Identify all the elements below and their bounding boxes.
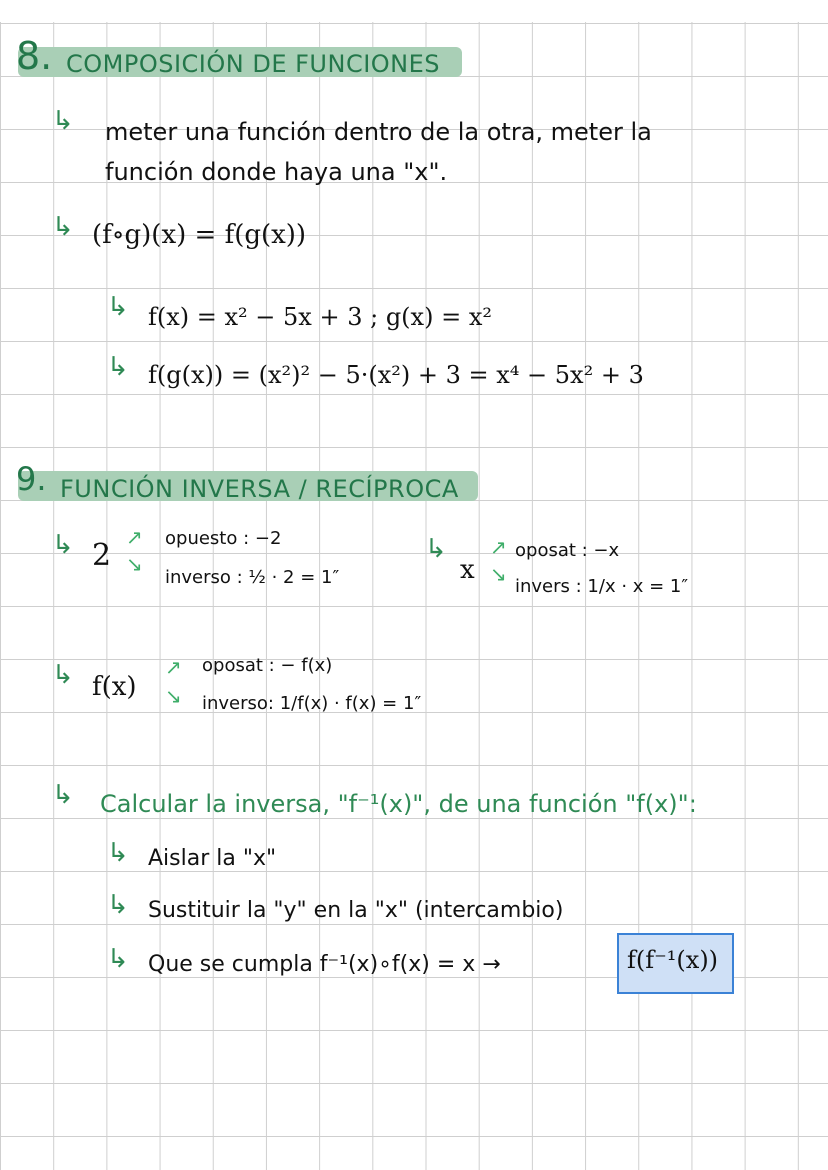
corner-arrow-icon: ↳ xyxy=(107,352,129,382)
section-number: 9. xyxy=(16,460,47,498)
opposite-text: opuesto : −2 xyxy=(165,528,282,549)
right-arrow-icon: ↘ xyxy=(165,684,182,708)
formula: f(g(x)) = (x²)² − 5·(x²) + 3 = x⁴ − 5x² + 3 xyxy=(148,361,644,389)
corner-arrow-icon: ↳ xyxy=(52,212,74,242)
opposite-text: oposat : −x xyxy=(515,540,620,561)
text-line: meter una función dentro de la otra, meter la xyxy=(105,118,652,146)
up-arrow-icon: ↗ xyxy=(126,525,143,549)
example-base: x xyxy=(460,555,475,585)
step-item: Sustituir la "y" en la "x" (intercambio) xyxy=(148,898,564,923)
page-top-margin xyxy=(0,0,828,22)
corner-arrow-icon: ↳ xyxy=(52,106,74,136)
calc-heading: Calcular la inversa, "f⁻¹(x)", de una función "f(x)": xyxy=(100,790,697,818)
example-base: f(x) xyxy=(92,672,137,702)
corner-arrow-icon: ↳ xyxy=(107,838,129,868)
right-arrow-icon: ↘ xyxy=(126,552,143,576)
inverse-text: inverso : ½ · 2 = 1″ xyxy=(165,567,340,588)
opposite-text: oposat : − f(x) xyxy=(202,655,333,676)
text-line: función donde haya una "x". xyxy=(105,158,448,186)
inverse-text: invers : 1/x · x = 1″ xyxy=(515,576,689,597)
example-base: 2 xyxy=(92,538,112,573)
section-title: COMPOSICIÓN DE FUNCIONES xyxy=(66,50,441,78)
corner-arrow-icon: ↳ xyxy=(107,890,129,920)
inverse-text: inverso: 1/f(x) · f(x) = 1″ xyxy=(202,693,422,714)
up-arrow-icon: ↗ xyxy=(490,535,507,559)
up-arrow-icon: ↗ xyxy=(165,655,182,679)
corner-arrow-icon: ↳ xyxy=(52,780,74,810)
corner-arrow-icon: ↳ xyxy=(107,292,129,322)
section-title: FUNCIÓN INVERSA / RECÍPROCA xyxy=(60,475,459,503)
section-number: 8. xyxy=(16,34,53,78)
step-item: Que se cumpla f⁻¹(x)∘f(x) = x → xyxy=(148,952,501,977)
corner-arrow-icon: ↳ xyxy=(52,530,74,560)
formula: f(x) = x² − 5x + 3 ; g(x) = x² xyxy=(148,303,492,331)
boxed-formula: f(f⁻¹(x)) xyxy=(627,946,719,974)
right-arrow-icon: ↘ xyxy=(490,562,507,586)
step-item: Aislar la "x" xyxy=(148,846,277,871)
formula: (f∘g)(x) = f(g(x)) xyxy=(92,220,307,250)
corner-arrow-icon: ↳ xyxy=(52,660,74,690)
corner-arrow-icon: ↳ xyxy=(107,944,129,974)
corner-arrow-icon: ↳ xyxy=(425,534,447,564)
